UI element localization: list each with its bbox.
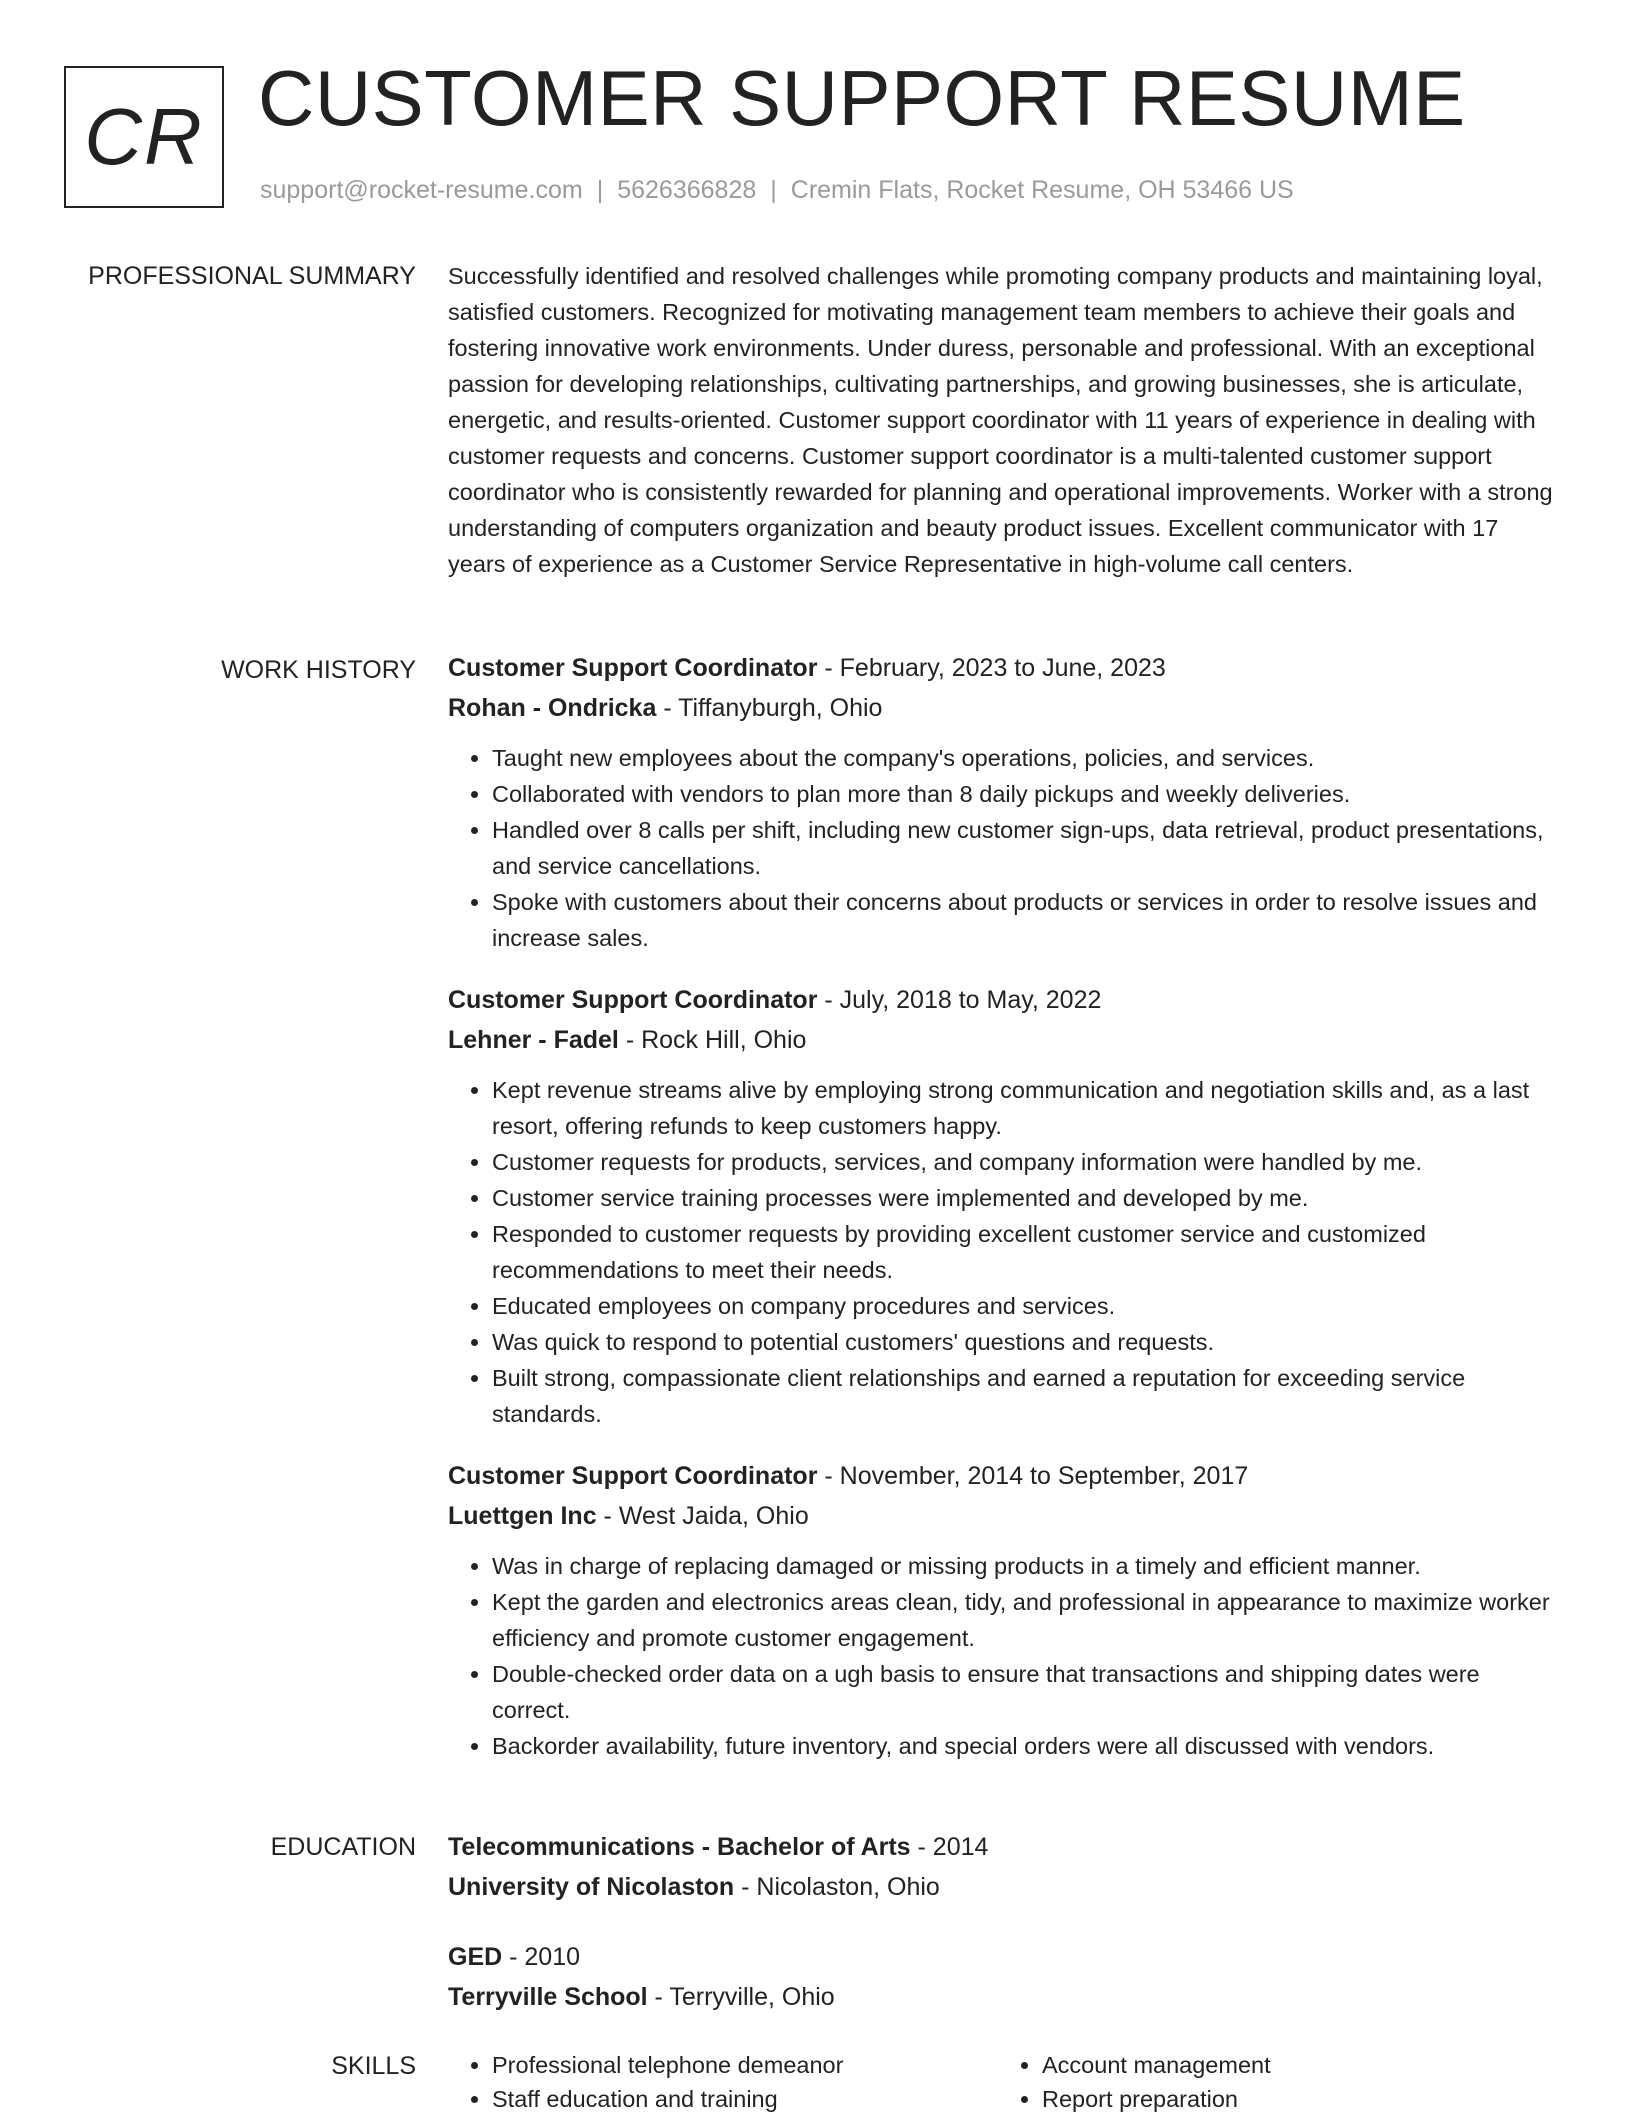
job-location: - West Jaida, Ohio (596, 1502, 809, 1530)
contact-separator: | (770, 176, 777, 204)
education-location: - Nicolaston, Ohio (734, 1873, 940, 1901)
job-dates: - February, 2023 to June, 2023 (817, 654, 1166, 682)
education-heading: EDUCATION (270, 1833, 416, 1861)
education-year: - 2010 (502, 1943, 581, 1971)
job-company: Rohan - Ondricka (448, 694, 657, 722)
job-bullet: • Was quick to respond to potential customers' questions and requests. (492, 1324, 1558, 1360)
job-dates: - November, 2014 to September, 2017 (817, 1462, 1249, 1490)
job-dates: - July, 2018 to May, 2022 (817, 986, 1102, 1014)
job-title: Customer Support Coordinator (448, 986, 818, 1014)
job-bullet: • Kept the garden and electronics areas clean, tidy, and professional in appearance to maximize worker efficiency and promote customer engagement. (492, 1584, 1558, 1656)
education-entry (448, 1937, 1558, 2017)
job-bullet: • Handled over 8 calls per shift, including new customer sign-ups, data retrieval, product presentations, and service cancellations. (492, 812, 1558, 884)
job-bullet: • Customer service training processes were implemented and developed by me. (492, 1180, 1558, 1216)
education-location: - Terryville, Ohio (647, 1983, 835, 2011)
contact-separator: | (596, 176, 604, 204)
contact-email: support@rocket-resume.com (260, 176, 583, 204)
job-bullet: • Responded to customer requests by providing excellent customer service and customized recommendations to meet their needs. (492, 1216, 1558, 1288)
work-history-heading: WORK HISTORY (221, 656, 416, 684)
job-bullet: • Taught new employees about the company's operations, policies, and services. (492, 740, 1558, 776)
skills-list-left (448, 2048, 998, 2116)
job-bullet: • Collaborated with vendors to plan more than 8 daily pickups and weekly deliveries. (492, 776, 1558, 812)
monogram: CR (64, 66, 224, 208)
job-location: - Tiffanyburgh, Ohio (656, 694, 883, 722)
job-bullet: • Was in charge of replacing damaged or missing products in a timely and efficient manner. (492, 1548, 1558, 1584)
summary-text: Successfully identified and resolved challenges while promoting company products and maintaining loyal, satisfied customers. Recognized for motivating management team members to achieve their goals and fostering innovative work environments. Under duress, personable and professional. With an exceptional passion for developing relationships, cultivating partnerships, and growing businesses, she is articulate, energetic, and results-oriented. Customer support coordinator with 11 years of experience in dealing with customer requests and concerns. Customer support coordinator is a multi-talented customer support coordinator who is consistently rewarded for planning and operational improvements. Worker with a strong understanding of computers organization and beauty product issues. Excellent communicator with 17 years of experience as a Customer Service Representative in high-volume call centers. (448, 263, 1553, 577)
job-company: Lehner - Fadel (448, 1026, 619, 1054)
job-entry (448, 648, 1558, 956)
job-bullets (448, 740, 1558, 956)
education-school: Terryville School (448, 1983, 648, 2011)
job-bullet: • Kept revenue streams alive by employing strong communication and negotiation skills and, as a last resort, offering refunds to keep customers happy. (492, 1072, 1558, 1144)
job-title: Customer Support Coordinator (448, 654, 818, 682)
job-bullet: • Built strong, compassionate client relationships and earned a reputation for exceeding service standards. (492, 1360, 1558, 1432)
job-bullet: • Educated employees on company procedures and services. (492, 1288, 1558, 1324)
contact-address: Cremin Flats, Rocket Resume, OH 53466 US (790, 176, 1294, 204)
skill-item: • Report preparation (1042, 2082, 1548, 2116)
job-bullet: • Backorder availability, future inventory, and special orders were all discussed with vendors. (492, 1728, 1558, 1764)
education-year: - 2014 (910, 1833, 989, 1861)
job-bullet: • Spoke with customers about their concerns about products or services in order to resolve issues and increase sales. (492, 884, 1558, 956)
skill-item: • Professional telephone demeanor (492, 2048, 998, 2082)
education-school: University of Nicolaston (448, 1873, 735, 1901)
skill-item: • Account management (1042, 2048, 1548, 2082)
job-location: - Rock Hill, Ohio (618, 1026, 807, 1054)
job-bullets (448, 1072, 1558, 1432)
job-company: Luettgen Inc (448, 1502, 597, 1530)
contact-line (260, 176, 1294, 205)
job-bullets (448, 1548, 1558, 1764)
education-entry (448, 1827, 1558, 1907)
skills-heading: SKILLS (331, 2052, 416, 2080)
skill-item: • Staff education and training (492, 2082, 998, 2116)
contact-phone: 5626366828 (617, 176, 757, 204)
skills-list-right (998, 2048, 1548, 2116)
summary-heading: PROFESSIONAL SUMMARY (88, 262, 416, 290)
job-entry (448, 1456, 1558, 1764)
resume-title: CUSTOMER SUPPORT RESUME (258, 54, 1466, 142)
job-bullet: • Double-checked order data on a ugh basis to ensure that transactions and shipping dates were correct. (492, 1656, 1558, 1728)
education-degree: GED (448, 1943, 503, 1971)
job-bullet: • Customer requests for products, services, and company information were handled by me. (492, 1144, 1558, 1180)
job-title: Customer Support Coordinator (448, 1462, 818, 1490)
education-degree: Telecommunications - Bachelor of Arts (448, 1833, 911, 1861)
job-entry (448, 980, 1558, 1432)
